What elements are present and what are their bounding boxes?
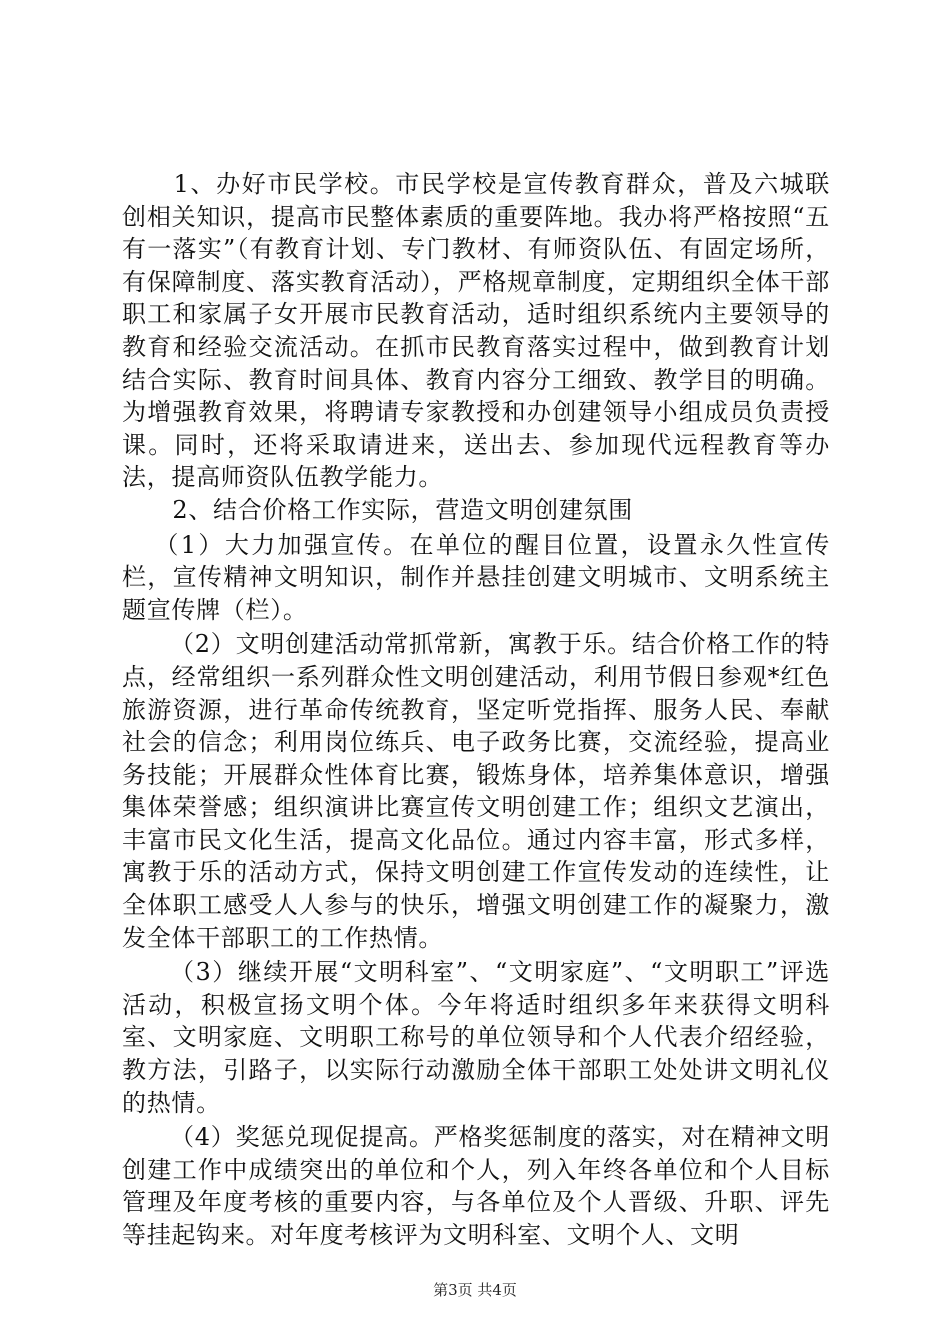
paragraph-section-heading: 2、结合价格工作实际，营造文明创建氛围 [172, 495, 633, 524]
page-number-footer: 第3页 共4页 [433, 1281, 517, 1299]
paragraph-item-3: （3）继续开展“文明科室”、“文明家庭”、“文明职工”评选活动，积极宣扬文明个体。今年将适时组织多年来获得文明科室、文明家庭、文明职工称号的单位领导和个人代表介绍经验，教方法，引路子，以实际行动激励全体干部职工处处讲文明礼仪的热情。 [122, 958, 830, 1117]
document-body [122, 168, 830, 1252]
paragraph-item-1: （1）大力加强宣传。在单位的醒目位置，设置永久性宣传栏，宣传精神文明知识，制作并悬挂创建文明城市、文明系统主题宣传牌（栏）。 [122, 530, 830, 624]
paragraph-item-2: （2）文明创建活动常抓常新，寓教于乐。结合价格工作的特点，经常组织一系列群众性文明创建活动，利用节假日参观*红色旅游资源，进行革命传统教育，坚定听党指挥、服务人民、奉献社会的信念；利用岗位练兵、电子政务比赛，交流经验，提高业务技能；开展群众性体育比赛，锻炼身体，培养集体意识，增强集体荣誉感；组织演讲比赛宣传文明创建工作；组织文艺演出，丰富市民文化生活，提高文化品位。通过内容丰富，形式多样，寓教于乐的活动方式，保持文明创建工作宣传发动的连续性，让全体职工感受人人参与的快乐，增强文明创建工作的凝聚力，激发全体干部职工的工作热情。 [122, 630, 830, 952]
paragraph-item-4: （4）奖惩兑现促提高。严格奖惩制度的落实，对在精神文明创建工作中成绩突出的单位和个人，列入年终各单位和个人目标管理及年度考核的重要内容，与各单位及个人晋级、升职、评先等挂起钩来。对年度考核评为文明科室、文明个人、文明 [122, 1123, 830, 1249]
paragraph-citizen-school: 1、办好市民学校。市民学校是宣传教育群众，普及六城联创相关知识，提高市民整体素质的重要阵地。我办将严格按照“五有一落实”（有教育计划、专门教材、有师资队伍、有固定场所，有保障制度、落实教育活动），严格规章制度，定期组织全体干部职工和家属子女开展市民教育活动，适时组织系统内主要领导的教育和经验交流活动。在抓市民教育落实过程中，做到教育计划结合实际、教育时间具体、教育内容分工细致、教学目的明确。为增强教育效果，将聘请专家教授和办创建领导小组成员负责授课。同时，还将采取请进来，送出去、参加现代远程教育等办法，提高师资队伍教学能力。 [122, 170, 830, 492]
